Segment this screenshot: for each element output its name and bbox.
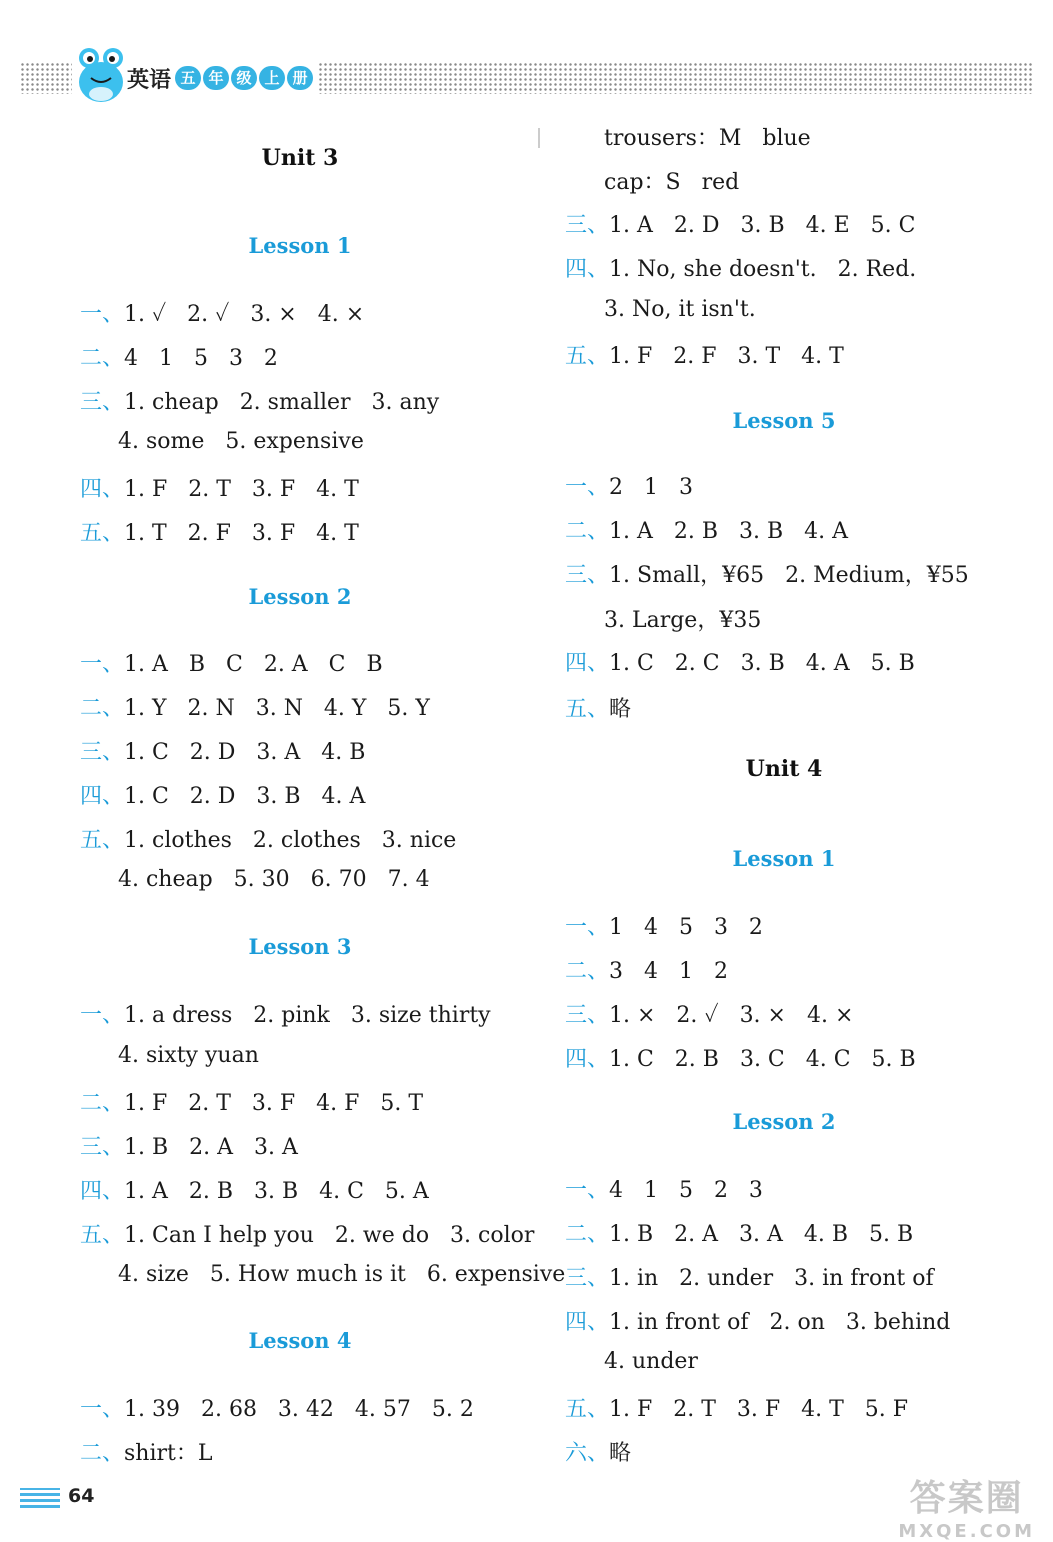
answer-row: [565, 1261, 934, 1292]
question-number: 一、: [80, 1397, 125, 1422]
question-number: 三、: [80, 390, 125, 415]
answer-row: [565, 558, 969, 589]
answer-row: [565, 1392, 908, 1423]
question-number: 二、: [80, 346, 125, 371]
question-number: 三、: [565, 1266, 610, 1291]
question-number: 六、: [565, 1441, 610, 1466]
answer-row: [565, 910, 763, 941]
lesson-heading: Lesson 2: [732, 1109, 836, 1134]
question-number: 二、: [565, 959, 610, 984]
question-number: 四、: [565, 257, 610, 282]
answer-row: [80, 341, 278, 372]
question-number: 二、: [565, 1222, 610, 1247]
question-number: 四、: [565, 1047, 610, 1072]
question-number: 一、: [565, 475, 610, 500]
question-number: 三、: [565, 1003, 610, 1028]
question-number: 五、: [565, 344, 610, 369]
question-number: 一、: [565, 915, 610, 940]
answer-text: 略: [609, 1441, 632, 1466]
question-number: 五、: [565, 697, 610, 722]
answer-text: 1. No, she doesn't. 2. Red.: [609, 257, 917, 282]
answer-row: [80, 691, 430, 722]
question-number: 二、: [80, 1441, 125, 1466]
question-number: 二、: [80, 1091, 125, 1116]
watermark-url: MXQE.COM: [898, 1521, 1035, 1542]
answer-row-continued: 4. under: [604, 1349, 698, 1374]
answer-text: 1. A 2. D 3. B 4. E 5. C: [609, 213, 916, 238]
answer-row: [80, 998, 491, 1029]
answer-row: [565, 646, 915, 677]
answer-row: [565, 692, 631, 723]
answer-text: 1. C 2. D 3. A 4. B: [124, 740, 366, 765]
answer-row: [565, 339, 844, 370]
answer-row-continued: 3. Large，¥35: [604, 608, 762, 633]
question-number: 二、: [80, 696, 125, 721]
answer-text: shirt：L: [124, 1441, 213, 1466]
answer-row: [565, 1436, 631, 1467]
question-number: 三、: [565, 213, 610, 238]
answer-row: [565, 998, 853, 1029]
answer-text: 1. Small，¥65 2. Medium，¥55: [609, 563, 969, 588]
answer-row: [565, 470, 693, 501]
question-number: 四、: [80, 784, 125, 809]
answer-row: [565, 954, 728, 985]
answer-row: [80, 1436, 212, 1467]
answer-text: 1. C 2. B 3. C 4. C 5. B: [609, 1047, 916, 1072]
grade-char-3: 级: [231, 66, 257, 90]
answer-text: 1. clothes 2. clothes 3. nice: [124, 828, 457, 853]
question-number: 三、: [80, 740, 125, 765]
subject-title: 英语: [127, 68, 172, 93]
answer-row-continued: 3. No, it isn't.: [604, 297, 756, 322]
answer-row-continued: 4. some 5. expensive: [118, 429, 364, 454]
answer-row-continued: 4. sixty yuan: [118, 1043, 259, 1068]
answer-text: 1. Y 2. N 3. N 4. Y 5. Y: [124, 696, 430, 721]
answer-row: [565, 1217, 913, 1248]
page-number: 64: [68, 1485, 95, 1507]
question-number: 一、: [80, 1003, 125, 1028]
question-number: 三、: [565, 563, 610, 588]
frog-mascot-icon: [72, 44, 130, 108]
answer-row: [80, 1392, 474, 1423]
answer-row: [80, 823, 456, 854]
question-number: 一、: [565, 1178, 610, 1203]
column-divider: [538, 128, 540, 148]
answer-row: [80, 779, 365, 810]
question-number: 四、: [80, 477, 125, 502]
answer-text: 1. C 2. D 3. B 4. A: [124, 784, 366, 809]
watermark-logo-text: 答案圈: [909, 1478, 1024, 1519]
answer-row: [565, 1042, 916, 1073]
answer-row: [80, 297, 364, 328]
answer-text: 1. A 2. B 3. B 4. A: [609, 519, 848, 544]
lesson-heading: Lesson 2: [248, 584, 352, 609]
question-number: 五、: [80, 1223, 125, 1248]
grade-char-4: 上: [259, 66, 285, 90]
lesson-heading: Lesson 4: [248, 1328, 352, 1353]
answer-row: [80, 1174, 429, 1205]
footer-stripe-icon: [20, 1488, 60, 1508]
answer-text: 3 4 1 2: [609, 959, 728, 984]
answer-text: 1. a dress 2. pink 3. size thirty: [124, 1003, 491, 1028]
lesson-heading: Lesson 3: [248, 934, 352, 959]
answer-text: 4 1 5 3 2: [124, 346, 278, 371]
answer-row-continued: 4. size 5. How much is it 6. expensive: [118, 1262, 566, 1287]
answer-row: [565, 252, 916, 283]
answer-row: [80, 1130, 298, 1161]
answer-text: 1. F 2. T 3. F 4. F 5. T: [124, 1091, 423, 1116]
answer-text: 2 1 3: [609, 475, 693, 500]
question-number: 四、: [565, 651, 610, 676]
question-number: 五、: [80, 828, 125, 853]
answer-text: 1. 39 2. 68 3. 42 4. 57 5. 2: [124, 1397, 474, 1422]
question-number: 三、: [80, 1135, 125, 1160]
answer-text: 1. T 2. F 3. F 4. T: [124, 521, 359, 546]
lesson-heading: Lesson 1: [732, 846, 836, 871]
answer-row-continued: 4. cheap 5. 30 6. 70 7. 4: [118, 867, 430, 892]
question-number: 四、: [565, 1310, 610, 1335]
header-dots-right: [318, 62, 1032, 94]
grade-char-1: 五: [175, 66, 201, 90]
answer-row: [565, 1173, 763, 1204]
answer-row: [565, 208, 915, 239]
answer-text: 1. B 2. A 3. A 4. B 5. B: [609, 1222, 914, 1247]
answer-text: 1. A 2. B 3. B 4. C 5. A: [124, 1179, 429, 1204]
answer-row: [80, 1086, 423, 1117]
grade-char-2: 年: [203, 66, 229, 90]
answer-row: [80, 516, 359, 547]
answer-text: 1. cheap 2. smaller 3. any: [124, 390, 440, 415]
answer-text: 1. in front of 2. on 3. behind: [609, 1310, 951, 1335]
grade-char-5: 册: [287, 66, 313, 90]
lesson-heading: Lesson 1: [248, 233, 352, 258]
answer-row: [80, 385, 439, 416]
answer-text: 1. in 2. under 3. in front of: [609, 1266, 934, 1291]
unit-heading: Unit 4: [745, 756, 823, 782]
answer-row: [565, 514, 848, 545]
answer-text: 1. ✓ 2. ✓ 3. × 4. ×: [124, 302, 365, 327]
answer-row: [80, 647, 383, 678]
answer-row: [80, 735, 365, 766]
answer-row: [565, 1305, 950, 1336]
question-number: 五、: [565, 1397, 610, 1422]
answer-text: 1 4 5 3 2: [609, 915, 763, 940]
question-number: 五、: [80, 521, 125, 546]
answer-text: 1. C 2. C 3. B 4. A 5. B: [609, 651, 915, 676]
answer-text: 4 1 5 2 3: [609, 1178, 763, 1203]
question-number: 二、: [565, 519, 610, 544]
question-number: 一、: [80, 652, 125, 677]
answer-text: 略: [609, 697, 632, 722]
answer-text: 1. B 2. A 3. A: [124, 1135, 298, 1160]
answer-text: 1. × 2. ✓ 3. × 4. ×: [609, 1003, 854, 1028]
answer-row-continued: trousers：M blue: [604, 126, 811, 151]
watermark: [898, 1470, 1035, 1542]
answer-text: 1. A B C 2. A C B: [124, 652, 383, 677]
lesson-heading: Lesson 5: [732, 408, 836, 433]
answer-text: 1. F 2. T 3. F 4. T: [124, 477, 359, 502]
answer-text: 1. F 2. T 3. F 4. T 5. F: [609, 1397, 908, 1422]
answer-text: 1. F 2. F 3. T 4. T: [609, 344, 844, 369]
answer-text: 1. Can I help you 2. we do 3. color: [124, 1223, 535, 1248]
answer-row-continued: cap：S red: [604, 170, 740, 195]
header-dots-left: [20, 62, 72, 94]
unit-heading: Unit 3: [261, 145, 339, 171]
answer-row: [80, 472, 359, 503]
question-number: 一、: [80, 302, 125, 327]
question-number: 四、: [80, 1179, 125, 1204]
answer-row: [80, 1218, 534, 1249]
